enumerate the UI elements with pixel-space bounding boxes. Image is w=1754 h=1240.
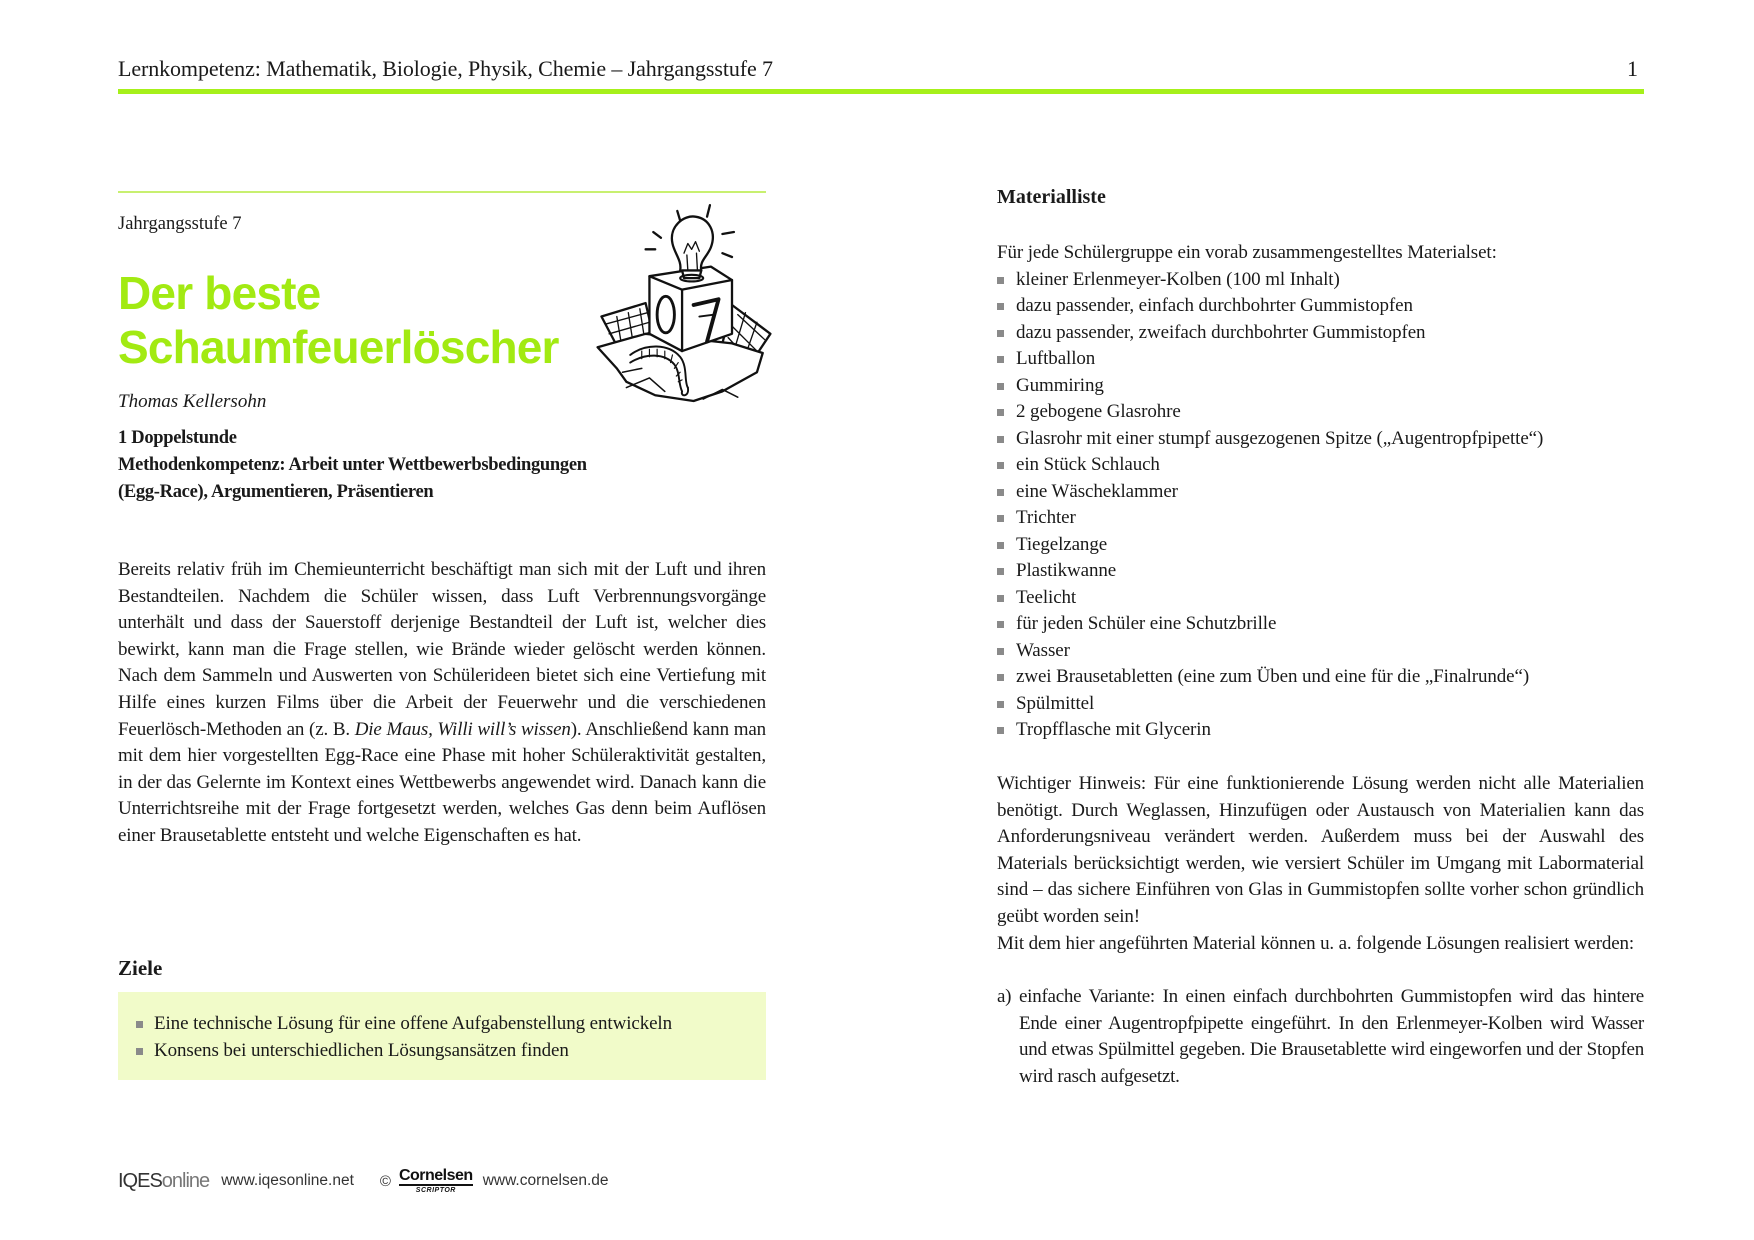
author: Thomas Kellersohn bbox=[118, 391, 267, 412]
material-text: Glasrohr mit einer stumpf ausgezogenen Spitze („Augentropfpipette“) bbox=[1016, 427, 1544, 449]
square-bullet-icon bbox=[997, 674, 1004, 681]
running-head-title: Lernkompetenz: Mathematik, Biologie, Physik, Chemie – Jahrgangsstufe 7 bbox=[118, 56, 773, 81]
section-rule bbox=[118, 191, 766, 193]
square-bullet-icon bbox=[997, 621, 1004, 628]
square-bullet-icon bbox=[997, 568, 1004, 575]
iqes-logo-bold: IQES bbox=[118, 1169, 162, 1192]
cornelsen-url[interactable]: www.cornelsen.de bbox=[482, 1172, 609, 1189]
material-item bbox=[997, 452, 1644, 479]
grade-label: Jahrgangsstufe 7 bbox=[118, 214, 242, 234]
material-text: 2 gebogene Glasrohre bbox=[1016, 401, 1181, 422]
material-item bbox=[997, 638, 1644, 665]
square-bullet-icon bbox=[997, 515, 1004, 522]
material-item bbox=[997, 267, 1644, 294]
square-bullet-icon bbox=[997, 648, 1004, 655]
document-title bbox=[118, 266, 559, 374]
square-bullet-icon bbox=[136, 1021, 143, 1028]
material-text: Tropfflasche mit Glycerin bbox=[1016, 719, 1211, 740]
method-competence-cont: (Egg-Race), Argumentieren, Präsentieren bbox=[118, 482, 434, 502]
material-text: dazu passender, zweifach durchbohrter Gummistopfen bbox=[1016, 321, 1426, 343]
title-line-2: Schaumfeuerlöscher bbox=[118, 321, 559, 373]
material-item bbox=[997, 479, 1644, 506]
page-number: 1 bbox=[1627, 56, 1638, 81]
material-item bbox=[997, 505, 1644, 532]
iqes-logo bbox=[118, 1170, 209, 1193]
intro-text-part1: Bereits relativ früh im Chemieunterricht beschäftigt man sich mit der Luft und ihren Bestandteilen. Nachdem die Schüler wissen, dass Luft Verbrennungsvorgänge unterhält und dass der Sauerstoff derjenige Bestandteil der Luft ist, welcher dies bewirkt, kann man die Frage stellen, wie Brände wieder gelöscht werden können. Nach dem Sammeln und Auswerten von Schülerideen bietet sich eine Vertiefung mit Hilfe eines kurzen Films über die Arbeit der Feuerwehr und die verschiedenen Feuerlösch-Methoden an (z. B. bbox=[118, 559, 766, 740]
intro-text-part2: ). Anschließend kann man mit dem hier vorgestellten Egg-Race eine Phase mit hoher Schüleraktivität gestalten, in der das Gelernte im Kontext eines Wettbewerbs angewendet wird. Danach kann die Unterrichtsreihe mit der Frage fortgesetzt werden, welches Gas denn beim Auflösen einer Brausetablette entsteht und welche Eigenschaften es hat. bbox=[118, 718, 767, 846]
material-item bbox=[997, 399, 1644, 426]
square-bullet-icon bbox=[997, 409, 1004, 416]
goal-item bbox=[136, 1011, 766, 1038]
material-text: zwei Brausetabletten (eine zum Üben und eine für die „Finalrunde“) bbox=[1016, 666, 1530, 687]
title-line-1: Der beste bbox=[118, 267, 321, 319]
header-rule bbox=[118, 89, 1644, 94]
lesson-duration: 1 Doppelstunde bbox=[118, 428, 237, 448]
material-item bbox=[997, 320, 1644, 347]
materials-intro: Für jede Schülergruppe ein vorab zusammengestelltes Materialset: bbox=[997, 242, 1497, 263]
important-note bbox=[997, 771, 1644, 957]
material-item bbox=[997, 691, 1644, 718]
material-text: Spülmittel bbox=[1016, 692, 1095, 714]
square-bullet-icon bbox=[997, 303, 1004, 310]
goal-text: Eine technische Lösung für eine offene Aufgabenstellung entwickeln bbox=[154, 1013, 673, 1034]
material-item bbox=[997, 664, 1644, 691]
cornelsen-brand: Cornelsen bbox=[398, 1167, 473, 1184]
material-item bbox=[997, 346, 1644, 373]
lesson-meta bbox=[118, 425, 587, 506]
solution-a-label: a) bbox=[997, 986, 1012, 1007]
material-item bbox=[997, 717, 1644, 744]
copyright-symbol: © bbox=[379, 1172, 391, 1190]
material-text: Wasser bbox=[1016, 639, 1070, 661]
material-text: Plastikwanne bbox=[1016, 560, 1117, 581]
material-item bbox=[997, 373, 1644, 400]
square-bullet-icon bbox=[997, 595, 1004, 602]
square-bullet-icon bbox=[136, 1048, 143, 1055]
iqes-url[interactable]: www.iqesonline.net bbox=[221, 1172, 354, 1189]
material-text: Gummiring bbox=[1016, 374, 1104, 396]
materials-list bbox=[997, 267, 1644, 744]
footer bbox=[118, 1168, 609, 1194]
material-text: dazu passender, einfach durchbohrter Gummistopfen bbox=[1016, 295, 1413, 316]
intro-film-title: Die Maus, Willi will’s wissen bbox=[354, 718, 571, 740]
square-bullet-icon bbox=[997, 383, 1004, 390]
lightbulb-cube-07-icon bbox=[588, 198, 780, 412]
material-text: für jeden Schüler eine Schutzbrille bbox=[1016, 613, 1277, 634]
material-item bbox=[997, 611, 1644, 638]
material-item bbox=[997, 585, 1644, 612]
square-bullet-icon bbox=[997, 701, 1004, 708]
material-item bbox=[997, 558, 1644, 585]
material-text: eine Wäscheklammer bbox=[1016, 480, 1178, 502]
square-bullet-icon bbox=[997, 356, 1004, 363]
solution-a bbox=[997, 984, 1644, 1090]
goals-heading: Ziele bbox=[118, 956, 163, 980]
solutions-intro: Mit dem hier angeführten Material können u. a. folgende Lösungen realisiert werden: bbox=[997, 932, 1635, 954]
material-item bbox=[997, 532, 1644, 559]
square-bullet-icon bbox=[997, 489, 1004, 496]
method-competence: Methodenkompetenz: Arbeit unter Wettbewerbsbedingungen bbox=[118, 455, 587, 475]
square-bullet-icon bbox=[997, 542, 1004, 549]
square-bullet-icon bbox=[997, 462, 1004, 469]
iqes-logo-light: online bbox=[161, 1169, 210, 1192]
cornelsen-logo bbox=[399, 1168, 473, 1194]
material-text: Trichter bbox=[1016, 507, 1076, 528]
material-text: Luftballon bbox=[1016, 348, 1096, 369]
material-item bbox=[997, 426, 1644, 453]
material-text: Tiegelzange bbox=[1016, 533, 1108, 555]
square-bullet-icon bbox=[997, 727, 1004, 734]
material-item bbox=[997, 293, 1644, 320]
material-text: Teelicht bbox=[1016, 586, 1077, 608]
goals-box bbox=[118, 992, 766, 1080]
solution-a-text: einfache Variante: In einen einfach durchbohrten Gummistopfen wird das hintere Ende einer Augentropfpipette eingeführt. In den Erlenmeyer-Kolben wird Wasser und etwas Spülmittel gegeben. Die Brausetablette wird eingeworfen und der Stopfen wird rasch aufgesetzt. bbox=[1019, 986, 1644, 1087]
square-bullet-icon bbox=[997, 436, 1004, 443]
materials-heading: Materialliste bbox=[997, 186, 1106, 208]
square-bullet-icon bbox=[997, 277, 1004, 284]
goal-text: Konsens bei unterschiedlichen Lösungsansätzen finden bbox=[154, 1039, 569, 1061]
note-text: Wichtiger Hinweis: Für eine funktionierende Lösung werden nicht alle Materialien benötigt. Durch Weglassen, Hinzufügen oder Austausch von Materialien kann das Anforderungsniveau verändert werden. Außerdem muss bei der Auswahl des Materials berücksichtigt werden, wie versiert Schüler im Umgang mit Labormaterial sind – das sichere Einführen von Glas in Gummistopfen sollte vorher schon gründlich geübt worden sein! bbox=[997, 773, 1644, 927]
square-bullet-icon bbox=[997, 330, 1004, 337]
running-head bbox=[118, 56, 1644, 82]
cornelsen-sub: SCRIPTOR bbox=[415, 1187, 456, 1194]
material-text: kleiner Erlenmeyer-Kolben (100 ml Inhalt) bbox=[1016, 268, 1340, 290]
intro-paragraph bbox=[118, 557, 766, 850]
goal-item bbox=[136, 1038, 766, 1065]
material-text: ein Stück Schlauch bbox=[1016, 454, 1160, 475]
